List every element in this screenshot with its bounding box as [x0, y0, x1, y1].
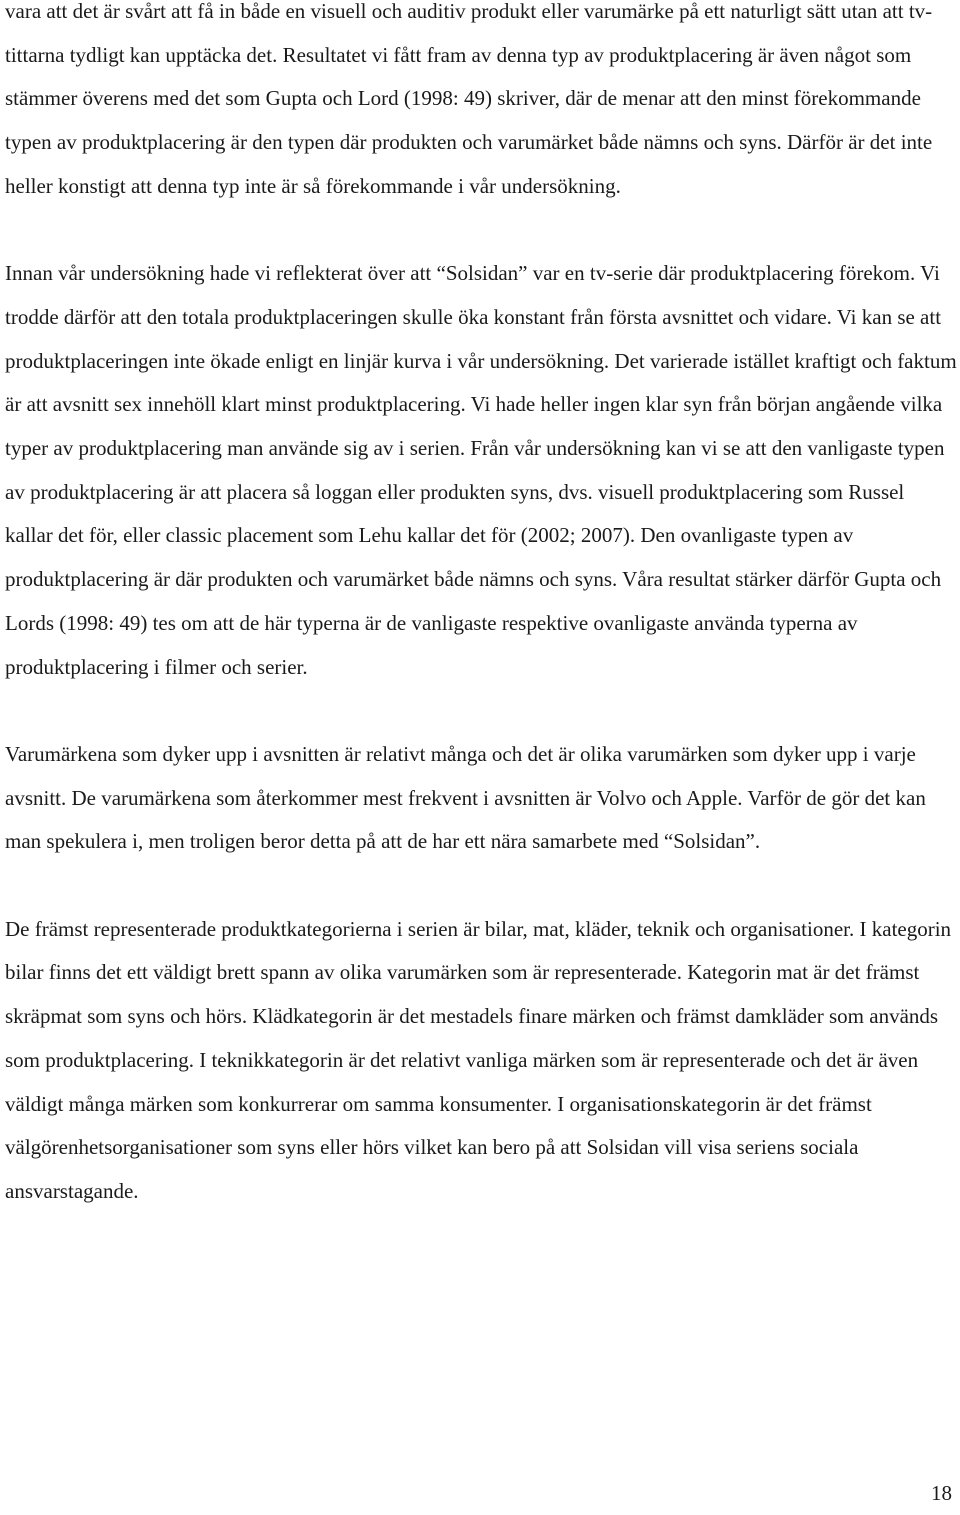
paragraph-3: Varumärkena som dyker upp i avsnitten är relativt många och det är olika varumärken som dyker upp i varje avsnitt. De varumärkena som återkommer mest frekvent i avsnitten är Volvo och Apple. Varför de gör det kan man spekulera i, men troligen beror detta på att de har ett nära samarbete med “Solsidan”. — [5, 741, 926, 854]
page-number: 18 — [931, 1481, 952, 1505]
paragraph-2: Innan vår undersökning hade vi reflekterat över att “Solsidan” var en tv-serie där produktplacering förekom. Vi trodde därför att den totala produktplaceringen skulle öka konstant från första avsnittet och vidare. Vi kan se att produktplaceringen inte ökade enligt en linjär kurva i vår undersökning. Det varierade istället kraftigt och faktum är att avsnitt sex innehöll klart minst produktplacering. Vi hade heller ingen klar syn från början angående vilka typer av produktplacering man använde sig av i serien. Från vår undersökning kan vi se att den vanligaste typen av produktplacering är att placera så loggan eller produkten syns, dvs. visuell produktplacering som Russel kallar det för, eller classic placement som Lehu kallar det för (2002; 2007). Den ovanligaste typen av produktplacering är där produkten och varumärket både nämns och syns. Våra resultat stärker därför Gupta och Lords (1998: 49) tes om att de här typerna är de vanligaste respektive ovanligaste använda typerna av produktplacering i filmer och serier. — [5, 261, 957, 679]
paragraph-1: vara att det är svårt att få in både en visuell och auditiv produkt eller varumärke på ett naturligt sätt utan att tv-tittarna tydligt kan upptäcka det. Resultatet vi fått fram av denna typ av produktplacering är även något som stämmer överens med det som Gupta och Lord (1998: 49) skriver, där de menar att den minst förekommande typen av produktplacering är den typen där produkten och varumärket både nämns och syns. Därför är det inte heller konstigt att denna typ inte är så förekommande i vår undersökning. — [5, 0, 933, 198]
paragraph-4: De främst representerade produktkategorierna i serien är bilar, mat, kläder, teknik och organisationer. I kategorin bilar finns det ett väldigt brett spann av olika varumärken som är representerade. Kategorin mat är det främst skräpmat som syns och hörs. Klädkategorin är det mestadels finare märken och främst damkläder som används som produktplacering. I teknikkategorin är det relativt vanliga märken som är representerade och det är även väldigt många märken som konkurrerar om samma konsumenter. I organisationskategorin är det främst välgörenhetsorganisationer som syns eller hörs vilket kan bero på att Solsidan vill visa seriens sociala ansvarstagande. — [5, 916, 952, 1203]
document-page — [5, 0, 957, 1257]
